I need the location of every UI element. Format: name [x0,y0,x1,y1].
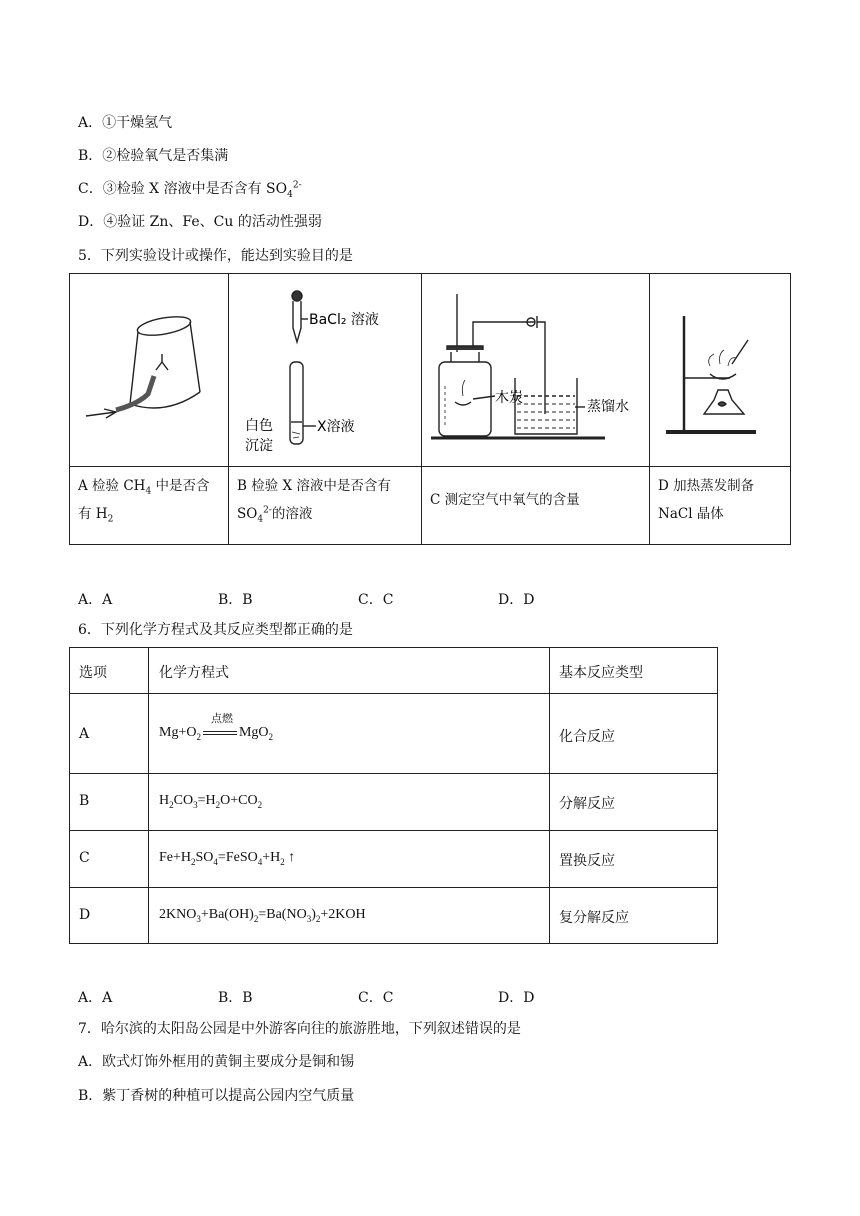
equation-a: $Mg+O_2$ MgO$_2$ [159,725,274,742]
q5-answer-b: B．B [218,592,253,608]
q5-answer-d: D．D [498,592,535,608]
equation-a-condition: 点燃 [211,712,233,725]
q5-figure-table [69,273,791,545]
row-a-label: A [79,726,90,742]
q5-answer-options [78,589,638,609]
q6-equation-table [69,647,718,944]
figure-c-oxygen-content [425,286,647,446]
header-type: 基本反应类型 [559,665,643,681]
figure-c-water-label: 蒸馏水 [587,399,629,415]
caption-a: A 检验 $CH_4$ 中是否含 有 $H_2$ [78,478,210,525]
q7-option-a: A．欧式灯饰外框用的黄铜主要成分是铜和锡 [78,1054,355,1070]
header-equation: 化学方程式 [159,665,229,681]
q6-stem: 6．下列化学方程式及其反应类型都正确的是 [78,622,353,638]
caption-c: C 测定空气中氧气的含量 [430,492,580,508]
equation-b: $H_2CO_3=H_2O+CO_2$ [159,793,263,810]
figure-b-sulfate-test [230,284,420,464]
q6-answer-options [78,987,638,1007]
q4-option-a: A．①干燥氢气 [78,115,173,131]
q5-stem: 5．下列实验设计或操作，能达到实验目的是 [78,248,353,264]
q7-stem: 7．哈尔滨的太阳岛公园是中外游客向往的旅游胜地，下列叙述错误的是 [78,1021,521,1037]
figure-b-precip-label: 沉淀 [245,438,273,454]
type-d: 复分解反应 [559,910,629,926]
q7-option-b: B．紫丁香树的种植可以提高公园内空气质量 [78,1088,355,1104]
caption-b: B 检验 X 溶液中是否含有 $SO_4^{2-}$的溶液 [237,478,391,525]
figure-d-evaporation [656,304,788,439]
figure-b-white-label: 白色 [245,418,273,434]
figure-a-gas-test [78,304,223,434]
type-c: 置换反应 [559,853,615,869]
figure-b-bacl2-label: BaCl₂ 溶液 [309,312,379,328]
type-a: 化合反应 [559,729,615,745]
figure-b-x-label: X溶液 [317,419,355,435]
row-b-label: B [79,793,90,809]
equation-c: $Fe+H_2SO_4=FeSO_4+H_2$ ↑ [159,850,296,867]
type-b: 分解反应 [559,796,615,812]
q5-answer-c: C．C [358,592,394,608]
row-d-label: D [79,907,91,923]
q6-answer-b: B．B [218,990,253,1006]
q6-answer-d: D．D [498,990,535,1006]
figure-c-charcoal-label: 木炭 [495,390,523,406]
q4-option-c: C．③检验 X 溶液中是否含有 $SO_4^{2-}$ [78,180,302,200]
equation-d: $2KNO_3+Ba(OH)_2=Ba(NO_3)_2+2KOH$ [159,907,366,924]
header-option: 选项 [79,665,107,681]
caption-d: D 加热蒸发制备 NaCl 晶体 [658,478,755,522]
row-c-label: C [79,850,90,866]
q4-option-b: B．②检验氧气是否集满 [78,148,229,164]
q4-option-d: D．④验证 Zn、Fe、Cu 的活动性强弱 [78,214,322,230]
q5-answer-a: A．A [78,592,113,608]
q6-answer-c: C．C [358,990,394,1006]
q6-answer-a: A．A [78,990,113,1006]
